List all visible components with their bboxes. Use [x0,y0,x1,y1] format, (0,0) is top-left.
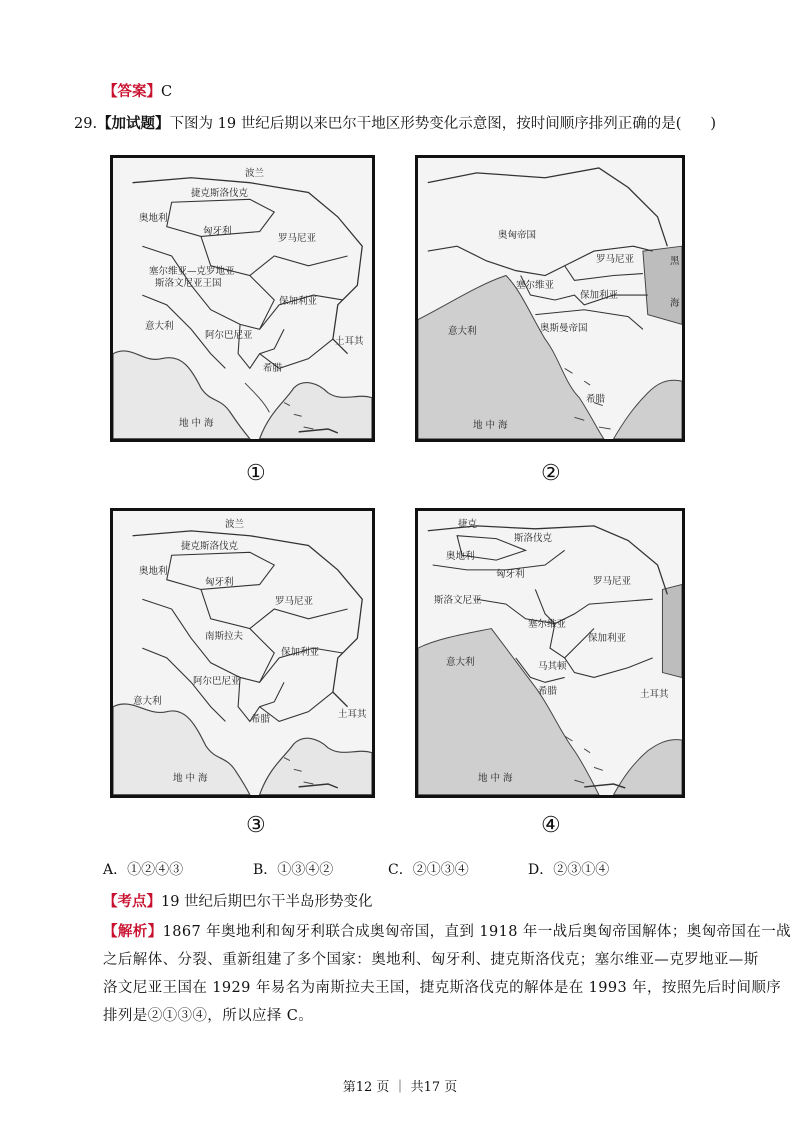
kaodian-label: 【考点】 [103,893,161,910]
map-2 [415,155,685,442]
map-3-label: 罗马尼亚 [275,596,314,607]
map-1-label: 意大利 [145,321,174,332]
map-4-label: 罗马尼亚 [593,576,632,587]
map-3-label: 波兰 [225,519,245,530]
map-4-label: 塞尔维亚 [528,619,567,630]
map-1-label: 土耳其 [335,336,364,347]
jiexi-line-4: 排列是②①③④，所以应择 C。 [103,1008,314,1024]
map-2-label: 罗马尼亚 [596,254,635,265]
map-2-label: 奥匈帝国 [498,230,537,241]
map-3-label: 捷克斯洛伐克 [181,541,239,552]
map-3-label: 希腊 [251,714,271,725]
map-3-label: 南斯拉夫 [205,631,244,642]
map-3-label: 匈牙利 [205,577,234,588]
page-footer: 第12 页 ｜ 共17 页 [342,1080,458,1095]
map-3-borders [113,511,372,795]
map-3-label: 保加利亚 [281,647,320,658]
map-3-label: 意大利 [133,696,162,707]
answer-label: 【答案】 [103,83,161,100]
map-4-label: 意大利 [446,657,475,668]
map-3-label: 土耳其 [338,709,367,720]
map-2-label: 黑 [670,256,680,267]
map-2-caption: ② [541,461,561,486]
previous-answer [103,82,172,102]
map-4-label: 地 中 海 [478,773,513,784]
map-3-label: 阿尔巴尼亚 [193,676,241,687]
question-heading [74,114,716,134]
map-4-label: 匈牙利 [496,569,525,580]
map-2-label: 意大利 [448,326,477,337]
jiexi-line-2: 之后解体、分裂、重新组建了多个国家：奥地利、匈牙利、捷克斯洛伐克；塞尔维亚—克罗地亚—斯 [103,952,759,968]
map-4-caption: ④ [541,813,561,838]
map-2-borders [418,158,682,439]
map-1-label: 捷克斯洛伐克 [191,188,249,199]
map-1-label: 地 中 海 [179,418,214,429]
map-4-label: 马其顿 [538,661,567,672]
map-2-label: 地 中 海 [473,420,508,431]
map-3-label: 地 中 海 [173,773,208,784]
option-b: B．①③④② [253,862,334,878]
map-2-label: 奥斯曼帝国 [540,323,588,334]
answer-value: C [161,84,173,100]
question-text: 下图为 19 世纪后期以来巴尔干地区形势变化示意图，按时间顺序排列正确的是( ) [169,116,717,132]
kaodian [103,892,373,912]
map-3 [110,508,375,798]
map-3-label: 奥地利 [139,566,168,577]
map-4-label: 保加利亚 [588,633,627,644]
map-2-label: 海 [670,298,680,309]
map-4-label: 斯洛文尼亚 [434,595,482,606]
option-c: C．②①③④ [388,862,469,878]
map-1-label: 奥地利 [139,213,168,224]
option-a: A．①②④③ [103,862,184,878]
map-2-label: 塞尔维亚 [516,280,555,291]
map-4-label: 捷克 [458,519,478,530]
map-2-label: 希腊 [586,394,606,405]
map-1-label: 波兰 [245,168,265,179]
map-1 [110,155,375,442]
jiexi [103,918,792,1030]
map-1-label: 斯洛文尼亚王国 [155,278,222,289]
question-tag: 【加试题】 [97,115,170,132]
map-1-label: 塞尔维亚—克罗地亚 [149,266,235,277]
map-1-caption: ① [246,461,266,486]
map-2-label: 保加利亚 [580,290,619,301]
map-1-label: 希腊 [263,363,283,374]
jiexi-text-1: 1867 年奥地利和匈牙利联合成奥匈帝国，直到 1918 年一战后奥匈帝国解体；奥匈帝国在一战 [162,924,792,940]
map-1-label: 罗马尼亚 [278,233,317,244]
map-4-label: 希腊 [538,686,558,697]
jiexi-line-3: 洛文尼亚王国在 1929 年易名为南斯拉夫王国，捷克斯洛伐克的解体是在 1993 年，按照先后时间顺序 [103,980,782,996]
map-4-label: 土耳其 [640,689,669,700]
map-4 [415,508,685,798]
jiexi-line-1 [103,918,792,946]
option-d: D．②③①④ [528,862,610,878]
map-1-label: 匈牙利 [203,226,232,237]
map-1-label: 阿尔巴尼亚 [205,330,253,341]
map-1-borders [113,158,372,439]
map-3-caption: ③ [246,813,266,838]
map-1-label: 保加利亚 [279,296,318,307]
map-4-label: 奥地利 [446,551,475,562]
kaodian-text: 19 世纪后期巴尔干半岛形势变化 [161,894,373,910]
jiexi-label: 【解析】 [103,923,163,940]
question-number: 29. [74,116,98,132]
map-4-label: 斯洛伐克 [514,533,553,544]
